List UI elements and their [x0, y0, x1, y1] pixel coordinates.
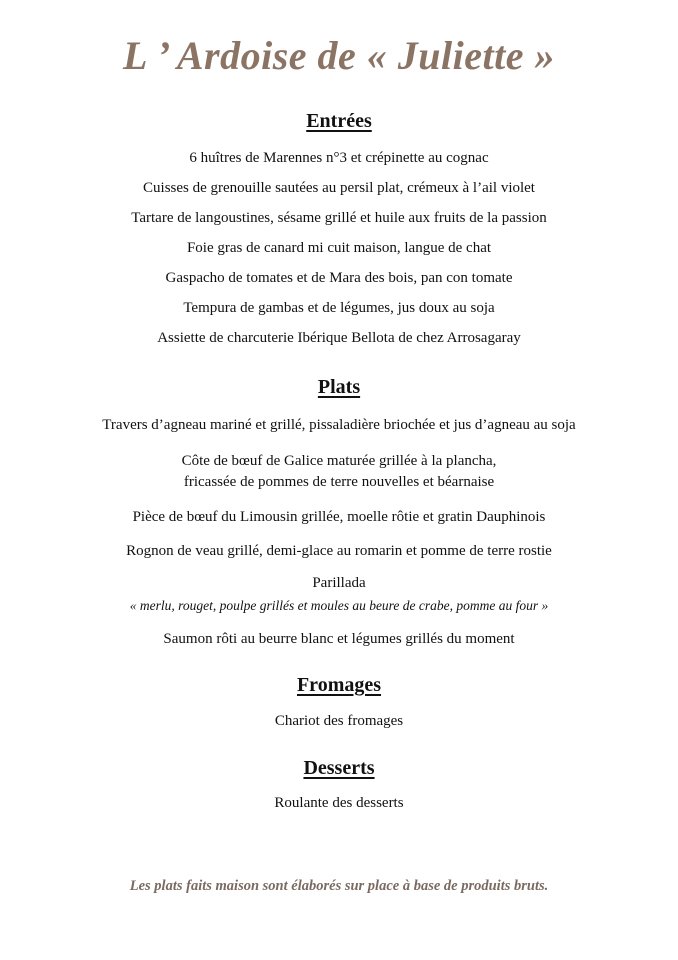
menu-item: Assiette de charcuterie Ibérique Bellota de chez Arrosagaray	[157, 330, 521, 346]
menu-item: Chariot des fromages	[274, 713, 404, 729]
menu-item: Parillada	[312, 575, 366, 591]
menu-title: L ’ Ardoise de « Juliette »	[123, 33, 555, 78]
menu-item: fricassée de pommes de terre nouvelles et béarnaise	[183, 474, 495, 490]
menu-item: Tempura de gambas et de légumes, jus doux au soja	[183, 300, 495, 316]
menu-item: Travers d’agneau mariné et grillé, pissaladière briochée et jus d’agneau au soja	[102, 417, 576, 433]
menu-item: Gaspacho de tomates et de Mara des bois, pan con tomate	[165, 270, 513, 286]
menu-item: Foie gras de canard mi cuit maison, langue de chat	[186, 240, 492, 256]
section-heading-entrees: Entrées	[306, 110, 372, 132]
menu-item: Roulante des desserts	[274, 795, 404, 811]
footer-note: Les plats faits maison sont élaborés sur place à base de produits bruts.	[129, 878, 549, 894]
menu-item: Cuisses de grenouille sautées au persil plat, crémeux à l’ail violet	[143, 180, 535, 196]
menu-item: Tartare de langoustines, sésame grillé et huile aux fruits de la passion	[131, 210, 547, 226]
menu-item: 6 huîtres de Marennes n°3 et crépinette au cognac	[189, 150, 489, 166]
section-heading-desserts: Desserts	[303, 757, 375, 779]
menu-item-description: « merlu, rouget, poulpe grillés et moules au beure de crabe, pomme au four »	[129, 598, 549, 613]
section-heading-plats: Plats	[317, 376, 361, 398]
menu-item: Saumon rôti au beurre blanc et légumes grillés du moment	[163, 631, 515, 647]
menu-item: Côte de bœuf de Galice maturée grillée à la plancha,	[181, 453, 497, 469]
section-heading-fromages: Fromages	[296, 674, 382, 696]
menu-item: Rognon de veau grillé, demi-glace au romarin et pomme de terre rostie	[126, 543, 552, 559]
menu-item: Pièce de bœuf du Limousin grillée, moelle rôtie et gratin Dauphinois	[132, 509, 546, 525]
